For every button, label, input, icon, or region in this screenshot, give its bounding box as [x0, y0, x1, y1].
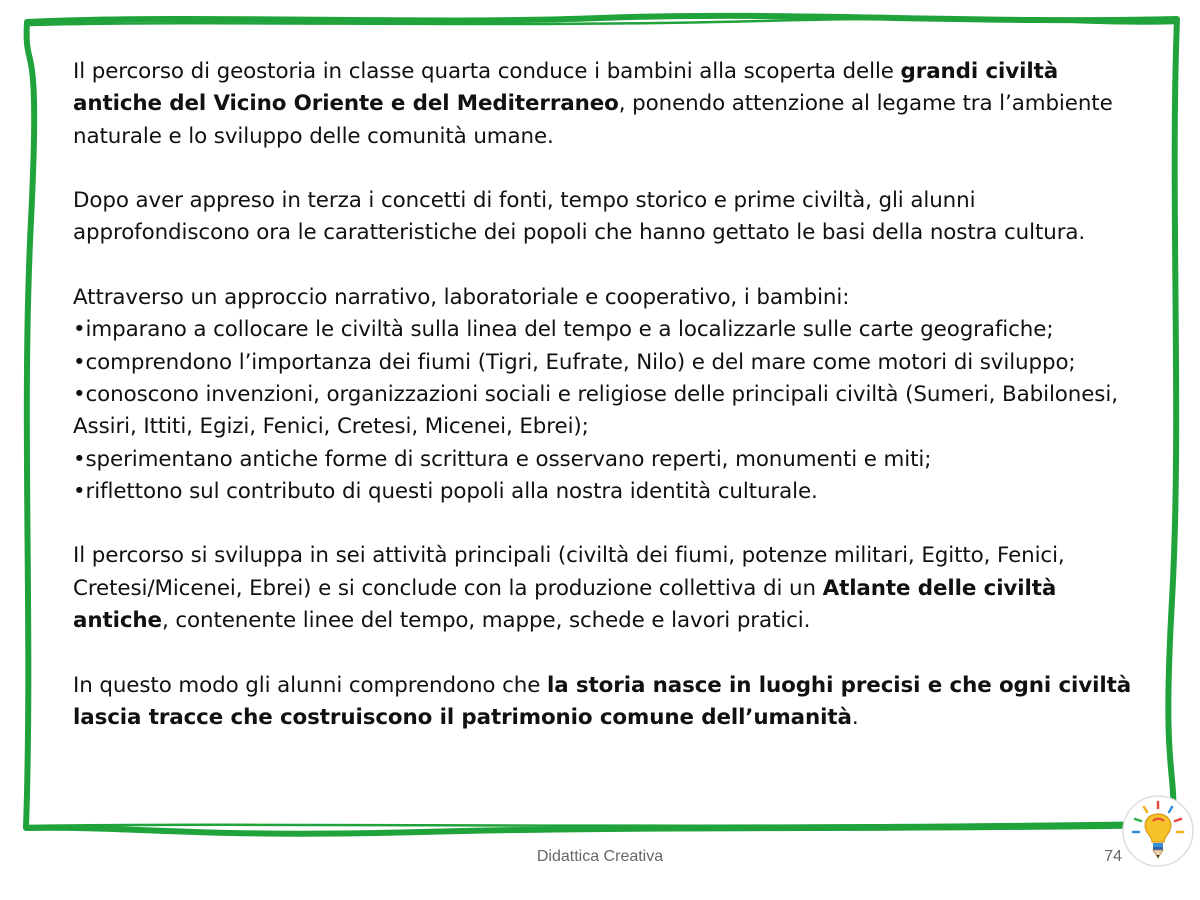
paragraph-prior-knowledge: Dopo aver appreso in terza i concetti di fonti, tempo storico e prime civiltà, gli alunni approfondiscono ora le caratteristiche dei popoli che hanno gettato le basi della nostra cultura. [73, 188, 1086, 246]
highlight-civilizations: grandi civiltà antiche del Vicino Oriente e del Mediterraneo [73, 59, 1059, 117]
lightbulb-pencil-logo-icon [1120, 793, 1196, 869]
footer-title: Didattica Creativa [536, 848, 664, 865]
bullet-item: •imparano a collocare le civiltà sulla linea del tempo e a localizzarle sulle carte geografiche; [73, 317, 1054, 343]
page-number: 74 [1104, 848, 1122, 865]
bullet-item: •riflettono sul contributo di questi popoli alla nostra identità culturale. [73, 478, 818, 504]
bullet-item: •comprendono l’importanza dei fiumi (Tigri, Eufrate, Nilo) e del mare come motori di sviluppo; [73, 349, 1076, 375]
paragraph-conclusion: In questo modo gli alunni comprendono che la storia nasce in luoghi precisi e che ogni civiltà lascia tracce che costruiscono il patrimonio comune dell’umanità. [73, 672, 1132, 730]
bullet-item: •sperimentano antiche forme di scrittura e osservano reperti, monumenti e miti; [73, 446, 932, 472]
highlight-atlas: Atlante delle civiltà antiche [73, 575, 1057, 634]
bullet-item: •conoscono invenzioni, organizzazioni sociali e religiose delle principali civiltà (Sumeri, Babilonesi, Assiri, Ittiti, Egizi, Fenici, Cretesi, Micenei, Ebrei); [73, 381, 1118, 440]
paragraph-approach: Attraverso un approccio narrativo, laboratoriale e cooperativo, i bambini: [73, 285, 850, 311]
highlight-conclusion: la storia nasce in luoghi precisi e che ogni civiltà lascia tracce che costruiscono il patrimonio comune dell’umanità [73, 672, 1132, 730]
paragraph-activities: Il percorso si sviluppa in sei attività principali (civiltà dei fiumi, potenze militari, Egitto, Fenici, Cretesi/Micenei, Ebrei) e si conclude con la produzione collettiva di un Atlante delle civiltà antiche, contenente linee del tempo, mappe, schede e lavori pratici. [73, 543, 1065, 634]
body-text [73, 56, 1133, 734]
paragraph-intro: Il percorso di geostoria in classe quarta conduce i bambini alla scoperta delle grandi civiltà antiche del Vicino Oriente e del Mediterraneo, ponendo attenzione al legame tra l’ambiente naturale e lo sviluppo delle comunità umane. [73, 59, 1113, 149]
